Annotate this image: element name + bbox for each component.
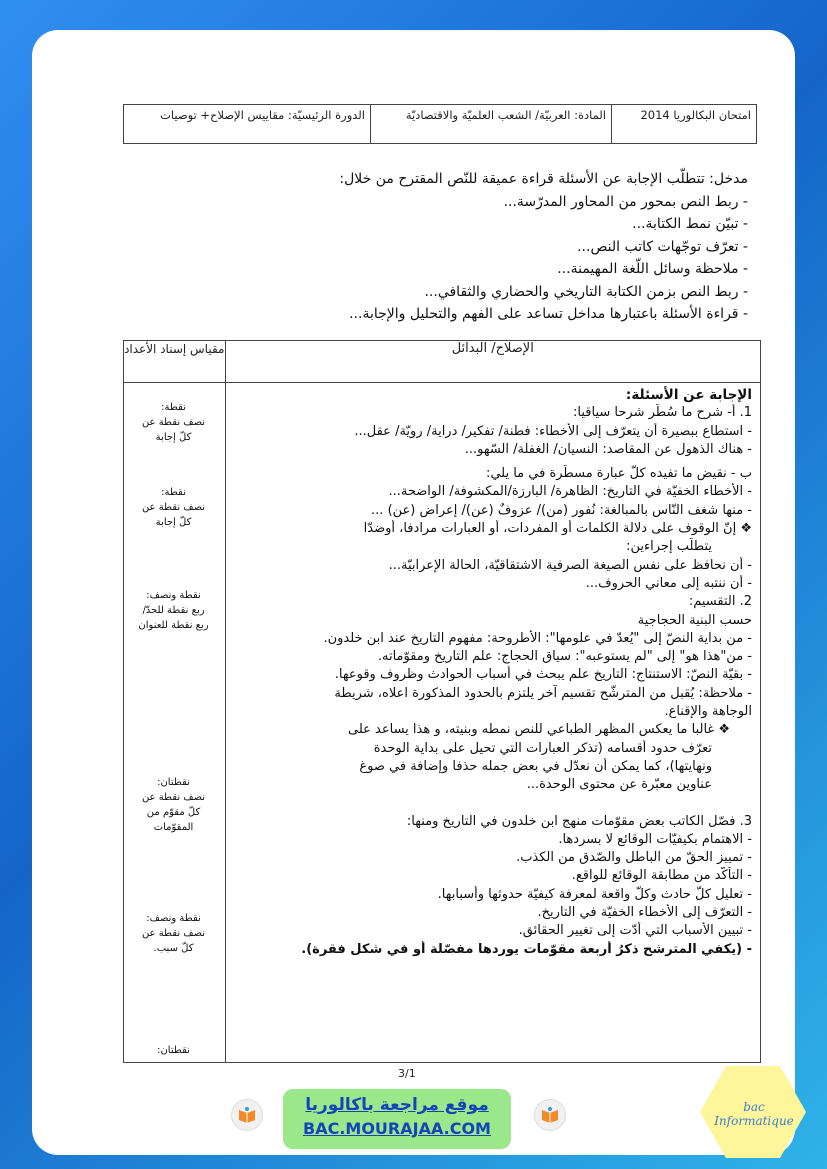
- q2-title: 2. التقسيم:: [688, 594, 752, 610]
- list-item: الوجاهة والإقناع.: [664, 704, 752, 720]
- site-banner[interactable]: [283, 1089, 511, 1149]
- list-item: - بقيّة النصّ: الاستنتاج: التاريخ علم يبحث في أسباب الحوادث وظروف وقوعها.: [334, 667, 752, 683]
- score-q4: نقطتان:: [157, 1045, 190, 1056]
- book-logo-icon: [535, 1100, 565, 1130]
- list-item: - أن ننتبه إلى معاني الحروف...: [585, 575, 752, 591]
- q1-b-line: ب - نقيض ما تفيده كلّ عبارة مسطّرة في ما يلي:: [485, 466, 752, 482]
- list-item: - أن نحافظ على نفس الصيغة الصرفية الاشتقاقيّة، الحالة الإعرابيّة...: [388, 557, 752, 573]
- score-q2: نقطة ونصف: ربع نقطة للحدّ/ ربع نقطة للعنوان: [138, 590, 209, 631]
- answer-column-header: الإصلاح/ البدائل: [225, 341, 760, 383]
- page-number: 3/1: [398, 1067, 416, 1080]
- exam-subject: المادة: العربيّة/ الشعب العلميّة والاقتصاديّة: [371, 105, 612, 144]
- score-q2-alt: نقطتان: نصف نقطة عن كلّ مقوّم من المقوّمات: [141, 777, 206, 833]
- intro-block: [230, 168, 748, 326]
- list-item: - التعرّف إلى الأخطاء الخفيّة في التاريخ.: [537, 905, 752, 921]
- intro-line: - قراءة الأسئلة باعتبارها مداخل تساعد على الفهم والتحليل والإجابة...: [349, 306, 748, 322]
- site-name-arabic[interactable]: موقع مراجعة باكالوريا: [305, 1095, 489, 1115]
- intro-line: - ربط النص بمحور من المحاور المدرّسة...: [503, 193, 748, 210]
- note-line: ❖ غالبا ما يعكس المظهر الطباعي للنص نمطه وبنيته، و هذا يساعد على: [348, 722, 730, 738]
- list-item: - من بداية النصّ إلى "يُعدّ في علومها": الأطروحة: مفهوم التاريخ عند ابن خلدون.: [323, 630, 752, 646]
- badge-text: bac Informatique: [714, 1100, 794, 1128]
- score-column-header: مقياس إسناد الأعداد: [124, 341, 226, 383]
- exam-title: امتحان البكالوريا 2014: [612, 105, 757, 144]
- list-item: - تبيين الأسباب التي أدّت إلى تغيير الحقائق.: [518, 923, 752, 939]
- note-line: تعرّف حدود أقسامه (تذكر العبارات التي تحيل على بداية الوحدة: [373, 740, 712, 756]
- list-item: - ملاحظة: يُقبل من المترشّح تقسيم آخر يلتزم بالحدود المذكورة اعلاه، شريطة: [334, 685, 752, 701]
- list-item: - من"هذا هو" إلى "لم يستوعبه": سياق الحجاج: علم التاريخ ومقوّماته.: [377, 649, 752, 665]
- list-item: - استطاع ببصيرة أن يتعرّف إلى الأخطاء: فطنة/ تفكير/ دراية/ رويّة/ عقل...: [354, 423, 752, 439]
- intro-line: - ملاحظة وسائل اللّغة المهيمنة...: [557, 261, 748, 277]
- intro-line: - تبيّن نمط الكتابة...: [632, 216, 748, 232]
- note-line: ونهايتها)، كما يمكن أن نعدّل في بعض جمله حذفا وإضافة في صوغ: [359, 758, 712, 774]
- list-item: - منها شغف النّاس بالمبالغة: نُفور (من)/ عزوفٌ (عن)/ إعراض (عن) ...: [371, 502, 752, 518]
- q1-a-line: 1. أ- شرح ما سُطّر شرحا سياقيا:: [573, 405, 752, 421]
- answers-title: الإجابة عن الأسئلة:: [625, 387, 752, 403]
- intro-line: مدخل: تتطلّب الإجابة عن الأسئلة قراءة عميقة للنّص المقترح من خلال:: [339, 171, 748, 187]
- exam-header-table: [123, 104, 757, 144]
- q3-bold-note: - (يكفي المترشح ذكرُ أربعة مقوّمات يوردها مفصّلة أو في شكل فقرة).: [301, 941, 752, 957]
- exam-session: الدورة الرئيسيّة: مقاييس الإصلاح+ توصيات: [124, 105, 371, 144]
- list-item: - هناك الذهول عن المقاصد: النسيان/ الغفلة/ السّهو...: [464, 441, 752, 457]
- intro-line: - ربط النص بزمن الكتابة التاريخي والحضاري والثقافي...: [424, 283, 748, 300]
- list-item: - الاهتمام بكيفيّات الوقائع لا بسردها.: [558, 831, 752, 847]
- score-q3: نقطة ونصف: نصف نقطة عن كلّ سبب.: [141, 913, 206, 954]
- note-line: يتطلّب إجراءين:: [626, 539, 712, 555]
- list-item: - التأكّد من مطابقة الوقائع للواقع.: [571, 868, 752, 884]
- q2-subtitle: حسب البنية الحجاجية: [637, 612, 752, 628]
- answers-cell: [225, 383, 760, 1063]
- note-line: ❖ إنّ الوقوف على دلالة الكلمات أو المفردات، أو العبارات مرادفا، أوضدّا: [363, 521, 752, 537]
- intro-line: - تعرّف توجّهات كاتب النص...: [577, 238, 748, 255]
- book-logo-icon: [232, 1100, 262, 1130]
- score-q1a: نقطة: نصف نقطة عن كلّ إجابة: [141, 402, 206, 443]
- q3-title: 3. فصّل الكاتب بعض مقوّمات منهج ابن خلدون في التاريخ ومنها:: [406, 813, 752, 829]
- correction-table: [123, 340, 761, 1063]
- score-q1b: نقطة: نصف نقطة عن كلّ إجابة: [141, 487, 206, 528]
- list-item: - تمييز الحقّ من الباطل والصّدق من الكذب.: [516, 850, 752, 866]
- site-url-link[interactable]: BAC.MOURAJAA.COM: [303, 1119, 491, 1138]
- note-line: عناوين معبّرة عن محتوى الوحدة...: [526, 777, 712, 793]
- scores-cell: [124, 383, 226, 1063]
- list-item: - تعليل كلّ حادث وكلّ واقعة لمعرفة كيفيّة حدوثها وأسبابها.: [437, 886, 752, 902]
- list-item: - الأخطاء الخفيّة في التاريخ: الظاهرة/ البارزة/المكشوفة/ الواضحة...: [388, 484, 752, 500]
